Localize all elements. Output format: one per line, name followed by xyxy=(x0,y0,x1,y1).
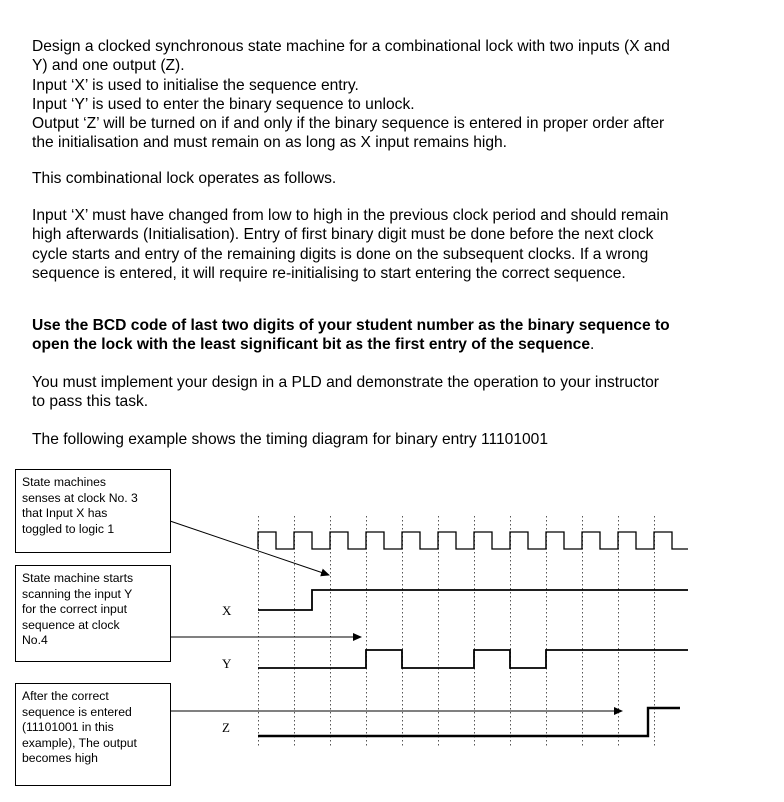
text-line: the initialisation and must remain on as long as X input remains high. xyxy=(32,134,508,152)
text-fragment: . xyxy=(590,336,595,354)
y-waveform xyxy=(258,650,688,668)
signal-label-z: Z xyxy=(222,720,230,735)
text-line: Input ‘X’ is used to initialise the sequence entry. xyxy=(32,76,359,94)
x-waveform xyxy=(258,590,688,610)
text-line: This combinational lock operates as follows. xyxy=(32,170,337,187)
text-line: Input ‘X’ must have changed from low to high in the previous clock period and should remain xyxy=(32,207,669,224)
callout-line: scanning the input Y xyxy=(22,586,133,601)
callout-line: No.4 xyxy=(22,633,48,648)
clock-waveform xyxy=(258,532,688,549)
callout-line: toggled to logic 1 xyxy=(22,521,115,536)
text-line: You must implement your design in a PLD and demonstrate the operation to your instructor xyxy=(32,374,659,391)
signal-label-y: Y xyxy=(222,656,232,671)
callout-line: sequence is entered xyxy=(22,704,132,719)
text-line: high afterwards (Initialisation). Entry of first binary digit must be done before the next clock xyxy=(32,226,654,244)
callout-line: (11101001 in this xyxy=(22,720,114,735)
callout-line: State machine starts xyxy=(22,571,134,585)
callout-line: example), The output xyxy=(22,735,137,750)
text-line: to pass this task. xyxy=(32,393,149,411)
text-fragment: open the lock with the least significant bit as the first entry of the sequence xyxy=(32,336,591,354)
arrow-clock3 xyxy=(170,521,329,575)
callout-line: After the correct xyxy=(22,689,109,703)
callout-line: that Input X has xyxy=(22,506,108,521)
text-line: cycle starts and entry of the remaining digits is done on the subsequent clocks. If a wrong xyxy=(32,245,649,263)
callout-line: senses at clock No. 3 xyxy=(22,490,138,505)
callout-clock3 xyxy=(15,469,171,553)
callout-clock4 xyxy=(15,565,171,662)
text-line: Input ‘Y’ is used to enter the binary sequence to unlock. xyxy=(32,95,415,113)
callout-output xyxy=(15,683,171,786)
callout-line: for the correct input xyxy=(22,602,127,617)
z-waveform xyxy=(258,708,680,736)
callout-line: State machines xyxy=(22,475,107,489)
callout-line: sequence at clock xyxy=(22,617,120,632)
callout-line: becomes high xyxy=(22,751,98,766)
signal-label-x: X xyxy=(222,603,232,618)
text-line: The following example shows the timing diagram for binary entry 11101001 xyxy=(32,431,549,448)
text-line: Design a clocked synchronous state machine for a combinational lock with two inputs (X and xyxy=(32,38,670,55)
clock-gridlines xyxy=(259,516,655,747)
text-line: sequence is entered, it will require re-initialising to start entering the correct sequence. xyxy=(32,264,626,282)
text-line: Output ‘Z’ will be turned on if and only if the binary sequence is entered in proper order after xyxy=(32,115,665,133)
text-line: Y) and one output (Z). xyxy=(32,57,185,75)
text-line: Use the BCD code of last two digits of your student number as the binary sequence to xyxy=(32,317,670,334)
